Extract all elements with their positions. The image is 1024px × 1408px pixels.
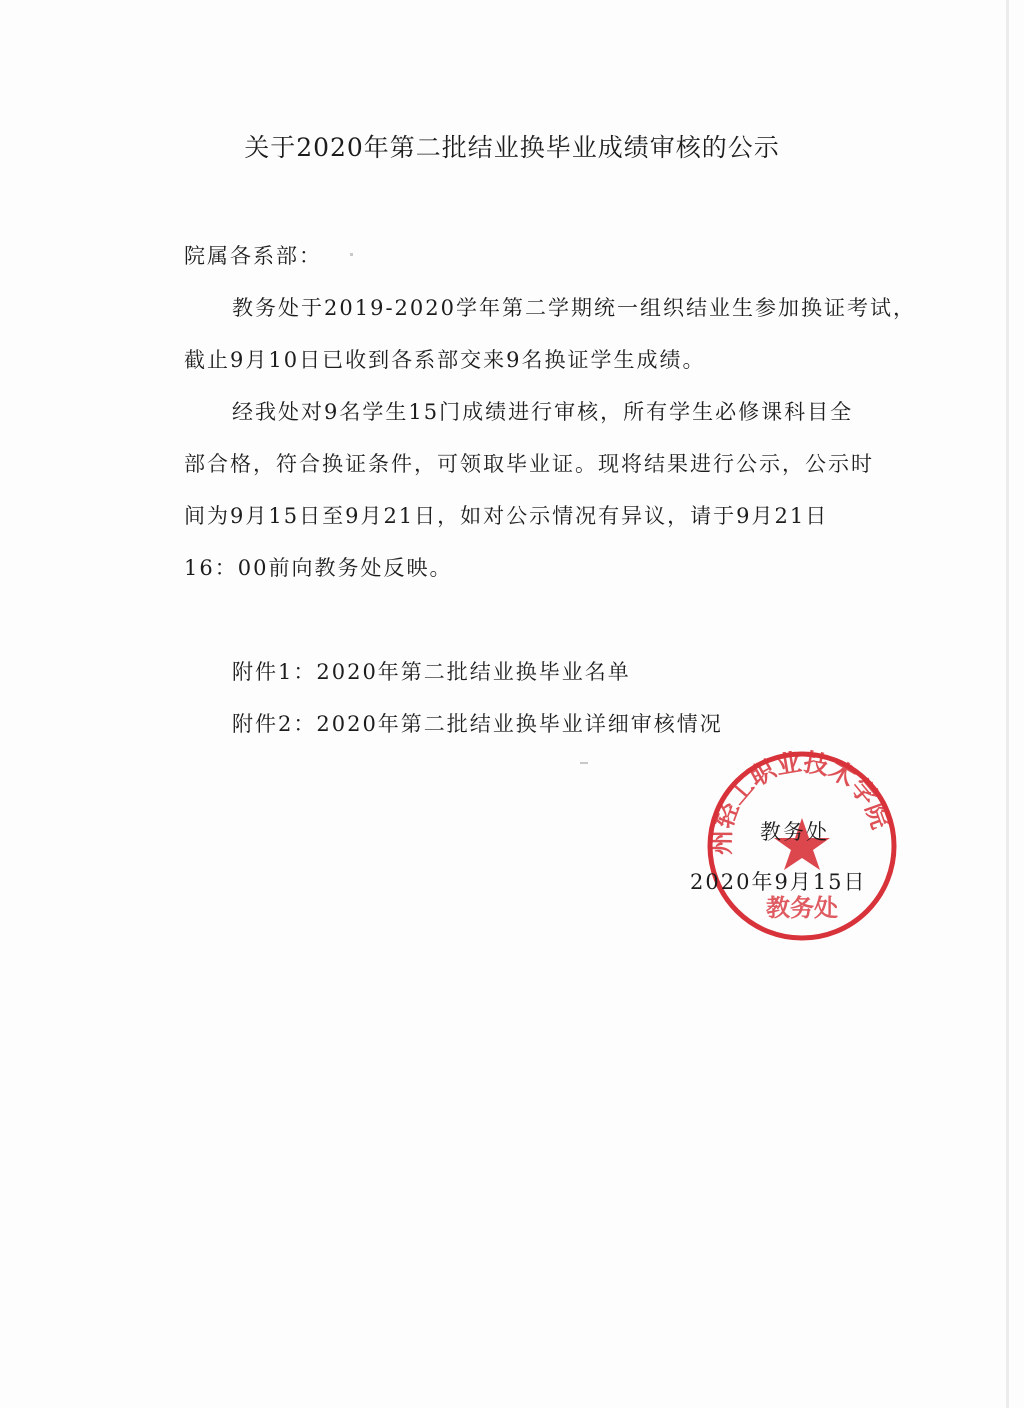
scan-speck [350, 253, 353, 256]
salutation: 院属各系部： [184, 244, 322, 268]
official-seal [704, 748, 900, 944]
seal-arc-text: 州轻工职业技术学院 [706, 748, 896, 856]
notice-title: 关于2020年第二批结业换毕业成绩审核的公示 [244, 133, 780, 162]
issue-date: 2020年9月15日 [690, 870, 867, 894]
paragraph-2-line-3: 间为9月15日至9月21日，如对公示情况有异议，请于9月21日 [184, 504, 829, 528]
attachment-2: 附件2：2020年第二批结业换毕业详细审核情况 [232, 712, 723, 736]
paragraph-2-line-1: 经我处对9名学生15门成绩进行审核，所有学生必修课科目全 [232, 400, 854, 424]
paragraph-1-line-1: 教务处于2019-2020学年第二学期统一组织结业生参加换证考试， [232, 296, 916, 320]
paragraph-1-line-2: 截止9月10日已收到各系部交来9名换证学生成绩。 [184, 348, 706, 372]
issuer-name: 教务处 [760, 820, 829, 844]
attachment-1: 附件1：2020年第二批结业换毕业名单 [232, 660, 631, 684]
paragraph-2-line-4: 16：00前向教务处反映。 [184, 556, 453, 580]
scan-speck [580, 762, 588, 764]
paragraph-2-line-2: 部合格，符合换证条件，可领取毕业证。现将结果进行公示，公示时 [184, 452, 874, 476]
scan-edge [1006, 0, 1009, 1408]
seal-bottom-text: 教务处 [766, 893, 838, 922]
